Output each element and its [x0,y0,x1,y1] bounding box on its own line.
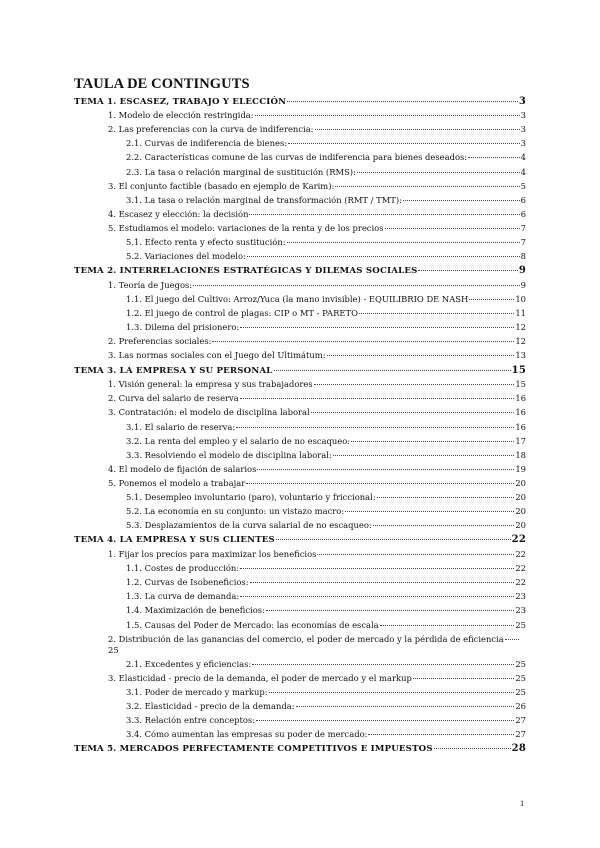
toc-entry-page: 20 [515,477,526,488]
toc-subsection-entry[interactable] [126,577,526,588]
toc-entry-page: 11 [515,308,526,319]
dot-leader [266,610,514,611]
toc-entry-page: 25 [108,644,119,655]
dot-leader [255,115,520,116]
dot-leader [377,497,515,498]
toc-entry-text: 1.2. El juego de control de plagas: CIP o MT - PARETO [126,308,358,319]
dot-leader [246,483,514,484]
toc-entry-page: 25 [515,686,526,697]
toc-subsection-entry[interactable] [126,605,526,616]
toc-subsection-entry[interactable] [126,294,526,305]
toc-entry-text: 3.2. La renta del empleo y el salario de no escaqueo: [126,435,351,446]
toc-entry-text: 3.2. Elasticidad - precio de la demanda: [126,701,295,711]
dot-leader [240,568,514,569]
dot-leader [240,327,514,328]
toc-entry-text: 3.1. La tasa o relación marginal de transformación (RMT / TMT): [126,194,402,205]
toc-entry-text: 1.1. El juego del Cultivo: Arroz/Yuca (la mano invisible) - EQUILIBRIO DE NASH [126,294,469,304]
dot-leader [247,256,520,257]
toc-entry-text: 1. Visión general: la empresa y sus trabajadores [108,379,313,390]
toc-entry-text: 2. Curva del salario de reserva [108,393,239,404]
dot-leader [403,200,520,201]
dot-leader [357,172,520,173]
toc-entry-text: 3.1. Poder de mercado y markup: [126,686,268,697]
dot-leader [327,355,515,356]
dot-leader [252,664,514,665]
dot-leader [345,511,514,512]
dot-leader [469,299,514,300]
toc-entry-page: 9 [520,279,526,290]
toc-topic-entry[interactable] [74,96,526,108]
toc-entry-page: 25 [515,619,526,630]
toc-subsection-entry[interactable] [126,701,526,712]
toc-entry-text: 5. Estudiamos el modelo: variaciones de la renta y de los precios [108,222,384,233]
toc-entry-page: 20 [515,520,526,531]
toc-section-entry[interactable] [108,280,526,291]
toc-entry-page: 15 [511,364,526,376]
toc-entry-page: 6 [520,194,526,205]
toc-subsection-entry[interactable] [126,138,526,149]
toc-entry-text: 5.3. Desplazamientos de la curva salarial de no escaqueo: [126,520,372,531]
dot-leader [314,384,515,385]
toc-entry-page: 28 [511,743,526,755]
toc-entry-text: 2. Las preferencias con la curva de indiferencia: [108,124,314,135]
toc-subsection-entry[interactable] [126,251,526,262]
toc-topic-entry[interactable] [74,743,526,755]
toc-section-entry[interactable] [108,209,526,220]
toc-subsection-entry[interactable] [126,591,526,602]
toc-entry-page: 22 [515,577,526,588]
toc-entry-page: 23 [515,605,526,616]
dot-leader [257,469,514,470]
toc-entry-text: 2.1. Curvas de indiferencia de bienes: [126,138,288,149]
toc-entry-text: 5.1. Desempleo involuntario (paro), voluntario y friccional: [126,492,376,502]
toc-subsection-entry[interactable] [126,167,526,178]
toc-entry-page: 27 [515,729,526,740]
toc-entry-text: 1. Teoría de Juegos: [108,279,193,290]
toc-subsection-entry[interactable] [126,620,526,631]
dot-leader [505,639,519,640]
toc-entry-text: TEMA 1. ESCASEZ, TRABAJO Y ELECCIÓN [74,97,287,107]
toc-entry-page: 4 [520,152,526,163]
dot-leader [287,101,518,102]
toc-entry-text: 3.1. El salario de reserva: [126,421,236,432]
toc-entry-text: 5.1. Efecto renta y efecto sustitución: [126,237,286,247]
toc-entry-text: 1.3. La curva de demanda: [126,591,240,602]
toc-entry-page: 4 [520,166,526,177]
toc-subsection-entry[interactable] [126,729,526,740]
toc-entry-page: 3 [520,124,526,135]
toc-entry-text: 1.5. Causas del Poder de Mercado: las economías de escala [126,619,379,630]
toc-section-entry[interactable] [108,336,526,347]
dot-leader [413,678,515,679]
toc-section-entry[interactable] [108,478,526,489]
toc-entry-page: 20 [515,492,526,502]
toc-entry-page: 5 [520,180,526,191]
dot-leader [212,341,514,342]
toc-entry-text: 3. Elasticidad - precio de la demanda, el poder de mercado y el markup [108,672,412,683]
toc-entry-text: 3.3. Relación entre conceptos: [126,715,256,726]
toc-entry-page: 23 [515,591,526,602]
toc-entry-page: 15 [515,379,526,390]
toc-section-entry[interactable] [108,350,526,361]
toc-entry-page: 19 [515,463,526,474]
toc-subsection-entry[interactable] [126,563,526,574]
toc-entry-page: 17 [515,435,526,446]
dot-leader [256,720,514,721]
toc-subsection-entry[interactable] [126,436,526,447]
toc-entry-text: 2.1. Excedentes y eficiencias: [126,658,252,669]
toc-entry-page: 16 [515,421,526,432]
toc-entry-text: 5. Ponemos el modelo a trabajar [108,477,246,488]
toc-entry-text: 4. Escasez y elección: la decisión [108,208,249,219]
toc-entry-text: 3. El conjunto factible (basado en ejemplo de Karim): [108,180,335,191]
dot-leader [287,242,520,243]
toc-entry-text: 2.3. La tasa o relación marginal de sustitución (RMS): [126,166,356,177]
toc-entry-text: 3.4. Cómo aumentan las empresas su poder de mercado: [126,729,368,740]
toc-entry-page: 26 [515,701,526,711]
toc-entry-page: 13 [515,350,526,361]
toc-entry-page: 25 [515,658,526,669]
toc-subsection-entry[interactable] [126,237,526,248]
toc-section-entry[interactable] [108,124,526,135]
toc-entry-page: 8 [520,251,526,262]
dot-leader [380,625,515,626]
dot-leader [249,214,519,215]
toc-section-entry[interactable] [108,393,526,404]
toc-entry-text: 1.1. Costes de producción: [126,563,240,574]
toc-section-entry[interactable] [108,464,526,475]
toc-title: TAULA DE CONTINGUTS [74,76,250,92]
toc-entry-page: 16 [515,407,526,418]
toc-section-entry[interactable] [108,110,526,121]
dot-leader [296,706,515,707]
toc-entry-text: 1. Modelo de elección restringida: [108,110,254,121]
toc-entry-page: 12 [515,336,526,347]
dot-leader [434,748,511,749]
toc-entry-text: 3.3. Resolviendo el modelo de disciplina laboral: [126,449,332,460]
toc-entry-text: 4. El modelo de fijación de salarios [108,463,257,474]
toc-section-entry[interactable] [108,634,520,645]
toc-entry-text: TEMA 4. LA EMPRESA Y SUS CLIENTES [74,535,275,546]
toc-entry-page: 16 [515,393,526,404]
toc-subsection-entry[interactable] [126,659,526,670]
toc-section-entry[interactable] [108,407,526,418]
dot-leader [333,455,515,456]
toc-entry-page: 20 [515,506,526,517]
toc-subsection-entry[interactable] [126,195,526,206]
dot-leader [351,441,514,442]
toc-section-entry[interactable] [108,181,526,192]
toc-entry-page: 22 [515,563,526,574]
dot-leader [236,427,514,428]
toc-subsection-entry[interactable] [126,520,526,531]
toc-entry-page: 22 [515,549,526,559]
toc-topic-entry[interactable] [74,365,526,377]
toc-entry-text: 1. Fijar los precios para maximizar los beneficios [108,549,317,559]
dot-leader [288,143,520,144]
dot-leader [317,554,514,555]
toc-entry-page: 22 [511,534,526,546]
toc-subsection-entry[interactable] [126,308,526,319]
toc-entry-page: 7 [520,222,526,233]
dot-leader [335,186,519,187]
toc-entry-text: 2.2. Características comune de las curvas de indiferencia para bienes deseados: [126,152,468,163]
toc-entry-text: 2. Preferencias sociales: [108,336,212,347]
toc-entry-page: 9 [518,265,526,277]
toc-entry-page: 27 [515,715,526,726]
dot-leader [373,525,515,526]
toc-entry-page: 18 [515,449,526,460]
dot-leader [385,228,520,229]
toc-entry-page: 7 [520,237,526,247]
toc-subsection-entry[interactable] [126,506,526,517]
toc-entry-text: TEMA 3. LA EMPRESA Y SU PERSONAL [74,365,273,376]
toc-subsection-entry[interactable] [126,492,526,503]
toc-subsection-entry[interactable] [126,152,526,163]
toc-subsection-entry[interactable] [126,715,526,726]
toc-subsection-entry[interactable] [126,322,526,333]
toc-entry-text: 3. Las normas sociales con el Juego del Ultimátum: [108,350,326,361]
page-number: 1 [520,800,525,808]
toc-entry-page: 12 [515,322,526,333]
toc-entry-text: 5.2. Variaciones del modelo: [126,251,246,262]
toc-entry-text: 5.2. La economía en su conjunto: un vistazo macro: [126,506,345,517]
dot-leader [276,539,511,540]
toc-section-entry[interactable] [108,223,526,234]
toc-entry-text: TEMA 5. MERCADOS PERFECTAMENTE COMPETITIVOS E IMPUESTOS [74,744,433,755]
toc-section-entry[interactable] [108,379,526,390]
toc-topic-entry[interactable] [74,265,526,277]
dot-leader [418,270,517,271]
toc-subsection-entry[interactable] [126,687,526,698]
dot-leader [315,129,520,130]
dot-leader [250,582,515,583]
dot-leader [193,285,520,286]
toc-entry-page: 6 [520,208,526,219]
dot-leader [240,398,515,399]
toc-section-entry[interactable] [108,673,526,684]
toc-entry-page: 25 [515,672,526,683]
dot-leader [368,734,514,735]
toc-section-entry[interactable] [108,549,526,560]
dot-leader [311,412,515,413]
toc-entry-page: 10 [515,294,526,304]
toc-entry-page: 3 [518,96,526,107]
dot-leader [274,370,511,371]
toc-entry-text: 3. Contratación: el modelo de disciplina laboral [108,407,310,418]
toc-topic-entry[interactable] [74,534,526,546]
dot-leader [359,313,514,314]
toc-subsection-entry[interactable] [126,450,526,461]
dot-leader [240,596,514,597]
toc-entry-text: 1.3. Dilema del prisionero: [126,322,240,333]
dot-leader [269,692,515,693]
toc-subsection-entry[interactable] [126,422,526,433]
toc-entry-text: 1.4. Maximización de beneficios: [126,605,265,616]
toc-entry-text: TEMA 2. INTERRELACIONES ESTRATÉGICAS Y DILEMAS SOCIALES [74,266,418,277]
dot-leader [468,157,520,158]
toc-entry-text: 2. Distribución de las ganancias del comercio, el poder de mercado y la pérdida de eficiencia [108,633,504,644]
toc-entry-text: 1.2. Curvas de Isobeneficios: [126,577,249,588]
toc-entry-page: 3 [520,138,526,149]
toc-entry-page: 3 [520,110,526,121]
